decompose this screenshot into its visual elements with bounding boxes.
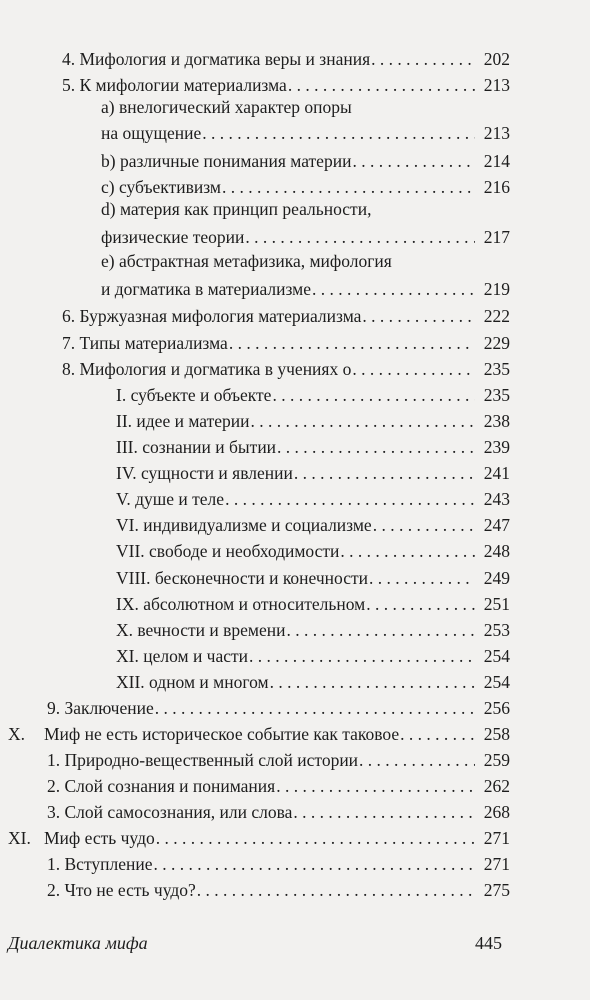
entry-title: I. субъекте и объекте [116,385,272,405]
toc-entry [62,354,510,380]
toc-entry [62,328,510,354]
dot-leader [294,462,475,484]
toc-entry [47,875,510,901]
entry-number: X. [8,724,26,744]
entry-page: 271 [483,828,510,848]
toc-entry [47,693,510,719]
entry-page: 217 [483,227,510,247]
entry-title: Природно-вещественный слой истории [64,750,359,770]
page-number: 445 [475,933,502,953]
toc-entry [116,536,510,562]
toc-entry [116,432,510,458]
entry-page: 271 [483,854,510,874]
dot-leader [340,540,475,562]
toc-entry [116,563,510,589]
entry-title: К мифологии материализма [79,75,287,95]
entry-title: II. идее и материи [116,411,250,431]
dot-leader [229,332,475,354]
dot-leader [288,74,475,96]
toc-entry [116,615,510,641]
dot-leader [359,749,475,771]
entry-page: 214 [483,151,510,171]
dot-leader [222,176,475,198]
dot-leader [155,697,475,719]
entry-title: VI. индивидуализме и социализме [116,515,372,535]
dot-leader [293,801,475,823]
entry-number: 1. [47,750,61,770]
entry-title: Типы материализма [79,333,228,353]
entry-title: c) субъективизм [101,177,221,197]
entry-title-first-line: e) абстрактная метафизика, мифология [101,251,392,271]
entry-number: 8. [62,359,76,379]
toc-entry [116,458,510,484]
toc-entry [47,771,510,797]
dot-leader [366,593,475,615]
toc-entry [116,510,510,536]
entry-number: 6. [62,306,76,326]
dot-leader [369,567,475,589]
entry-page: 213 [483,123,510,143]
toc-entry [116,484,510,510]
toc-entry [8,719,510,745]
entry-title: III. сознании и бытии [116,437,277,457]
dot-leader [272,384,475,406]
entry-page: 256 [483,698,510,718]
entry-title: Вступление [64,854,153,874]
entry-page: 249 [483,568,510,588]
toc-entry [62,301,510,327]
entry-number: 3. [47,802,61,822]
dot-leader [153,853,475,875]
entry-page: 219 [483,279,510,299]
entry-number: 2. [47,776,61,796]
entry-number: 7. [62,333,76,353]
entry-page: 262 [483,776,510,796]
running-footer-title: Диалектика мифа [8,933,148,953]
entry-number: 1. [47,854,61,874]
toc-entry [116,589,510,615]
entry-title: IX. абсолютном и относительном [116,594,366,614]
entry-page: 241 [483,463,510,483]
toc-entry [8,823,510,849]
dot-leader [277,436,475,458]
entry-page: 229 [483,333,510,353]
entry-title: XII. одном и многом [116,672,269,692]
dot-leader [197,879,475,901]
entry-page: 253 [483,620,510,640]
toc-entry [101,118,510,144]
entry-page: 258 [483,724,510,744]
entry-page: 243 [483,489,510,509]
entry-page: 239 [483,437,510,457]
dot-leader [400,723,475,745]
entry-title: Буржуазная мифология материализма [79,306,362,326]
toc-entry [47,797,510,823]
dot-leader [312,278,475,300]
entry-title: Миф не есть историческое событие как таковое [44,724,400,744]
entry-number: 5. [62,75,76,95]
entry-title: XI. целом и части [116,646,249,666]
entry-page: 259 [483,750,510,770]
entry-number: 4. [62,49,76,69]
toc-entry [62,70,510,96]
dot-leader [202,122,475,144]
entry-title: физические теории [101,227,245,247]
toc-entry [116,641,510,667]
dot-leader [352,150,475,172]
entry-number: 2. [47,880,61,900]
entry-page: 268 [483,802,510,822]
entry-page: 275 [483,880,510,900]
toc-entry [116,667,510,693]
dot-leader [270,671,475,693]
entry-title: Слой сознания и понимания [64,776,276,796]
entry-title: Миф есть чудо [44,828,155,848]
toc-entry [101,146,510,172]
entry-page: 216 [483,177,510,197]
entry-title: X. вечности и времени [116,620,286,640]
entry-title: Слой самосознания, или слова [64,802,293,822]
entry-title: IV. сущности и явлении [116,463,293,483]
entry-title-first-line: d) материя как принцип реальности, [101,199,372,219]
entry-title: b) различные понимания материи [101,151,352,171]
entry-page: 248 [483,541,510,561]
entry-number: 9. [47,698,61,718]
entry-page: 235 [483,359,510,379]
dot-leader [156,827,475,849]
dot-leader [249,645,475,667]
toc-entry [116,380,510,406]
entry-page: 254 [483,672,510,692]
entry-page: 222 [483,306,510,326]
entry-title: и догматика в материализме [101,279,311,299]
entry-title: VIII. бесконечности и конечности [116,568,369,588]
dot-leader [251,410,476,432]
dot-leader [373,514,475,536]
toc-entry [47,849,510,875]
entry-title: Что не есть чудо? [64,880,196,900]
toc-entry [101,172,510,198]
entry-number: XI. [8,828,31,848]
dot-leader [286,619,475,641]
dot-leader [245,226,475,248]
dot-leader [362,305,475,327]
entry-title: Мифология и догматика в учениях о [79,359,352,379]
entry-title: Мифология и догматика веры и знания [79,49,371,69]
entry-title: VII. свободе и необходимости [116,541,340,561]
toc-entry [116,406,510,432]
entry-title: V. душе и теле [116,489,225,509]
entry-title: Заключение [64,698,154,718]
entry-page: 235 [483,385,510,405]
entry-page: 247 [483,515,510,535]
toc-entry [62,44,510,70]
entry-page: 213 [483,75,510,95]
entry-title: на ощущение [101,123,202,143]
dot-leader [225,488,475,510]
entry-title-first-line: a) внелогический характер опоры [101,97,352,117]
dot-leader [276,775,475,797]
entry-page: 254 [483,646,510,666]
dot-leader [371,48,475,70]
dot-leader [352,358,475,380]
entry-page: 251 [483,594,510,614]
entry-page: 202 [483,49,510,69]
entry-page: 238 [483,411,510,431]
toc-entry [47,745,510,771]
toc-entry [101,274,510,300]
toc-entry [101,222,510,248]
